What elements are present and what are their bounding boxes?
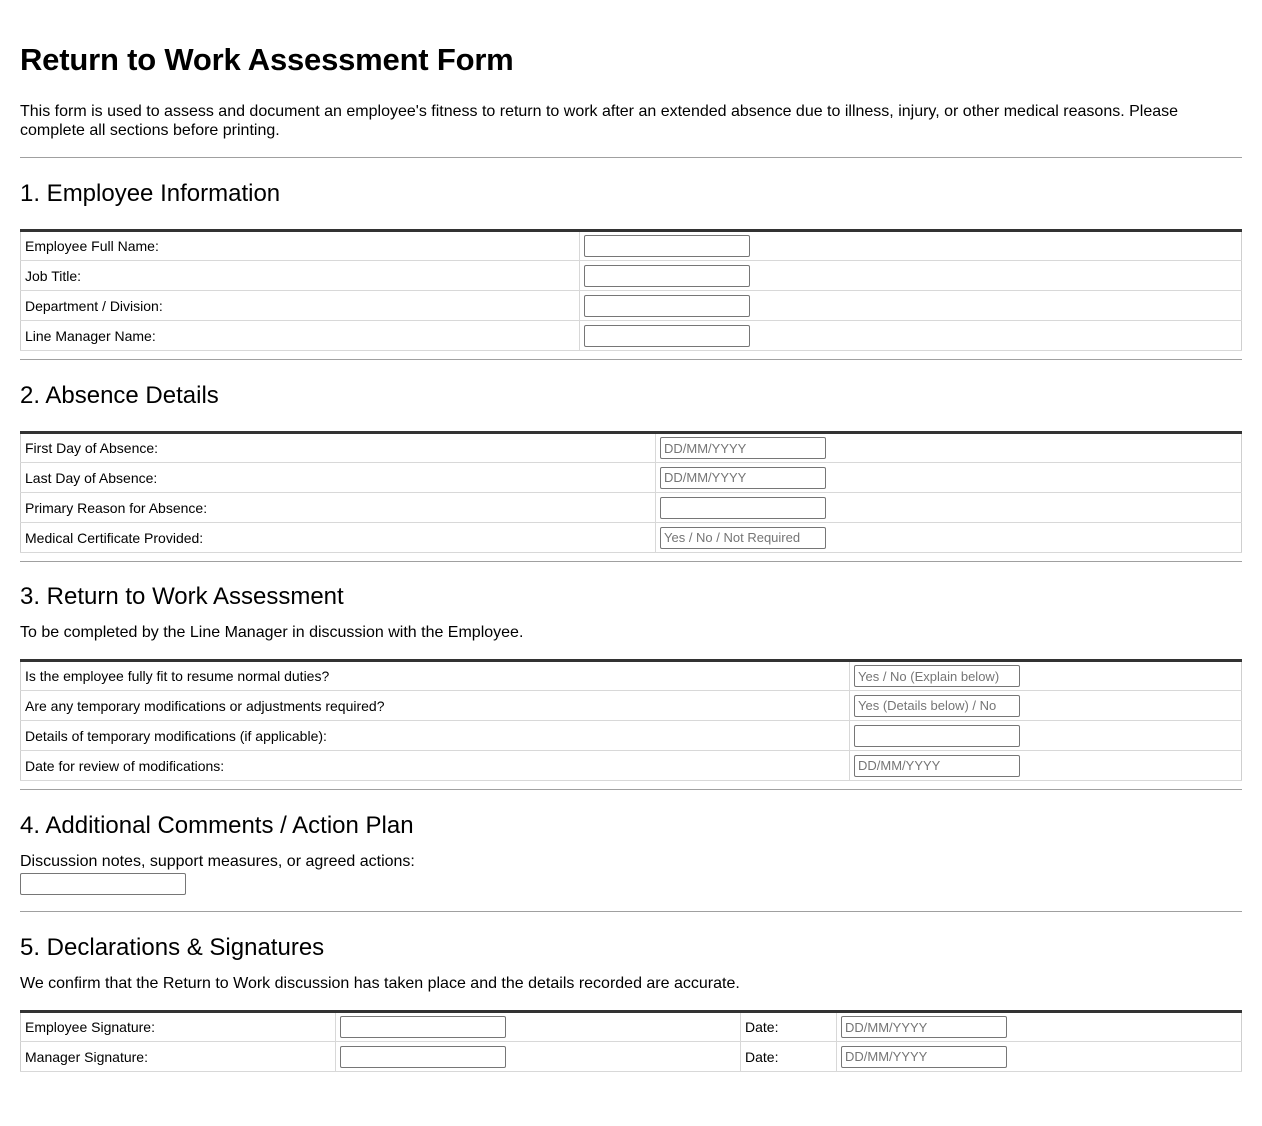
table-row [21, 661, 1242, 691]
comments-input[interactable] [20, 873, 186, 895]
first-day-absence-input[interactable] [660, 437, 826, 459]
comments-label: Discussion notes, support measures, or agreed actions: [20, 853, 415, 870]
assessment-note: To be completed by the Line Manager in discussion with the Employee. [20, 624, 524, 641]
field-label: Is the employee fully fit to resume normal duties? [21, 661, 850, 691]
modifications-required-input[interactable] [854, 695, 1020, 717]
assessment-table [20, 659, 1242, 781]
last-day-absence-input[interactable] [660, 467, 826, 489]
table-row [21, 493, 1242, 523]
section-divider [20, 789, 1242, 790]
job-title-input[interactable] [584, 265, 750, 287]
manager-signature-input[interactable] [340, 1046, 506, 1068]
table-row [21, 721, 1242, 751]
section-divider [20, 157, 1242, 158]
section-heading-comments: 4. Additional Comments / Action Plan [20, 812, 414, 839]
field-label: Are any temporary modifications or adjustments required? [21, 691, 850, 721]
table-row [21, 231, 1242, 261]
line-manager-input[interactable] [584, 325, 750, 347]
field-label: Details of temporary modifications (if applicable): [21, 721, 850, 751]
field-label: First Day of Absence: [21, 433, 656, 463]
declarations-note: We confirm that the Return to Work discussion has taken place and the details recorded are accurate. [20, 975, 740, 992]
review-date-input[interactable] [854, 755, 1020, 777]
employee-signature-input[interactable] [340, 1016, 506, 1038]
table-row [21, 433, 1242, 463]
absence-details-table [20, 431, 1242, 553]
field-label: Manager Signature: [21, 1042, 336, 1072]
employee-date-input[interactable] [841, 1016, 1007, 1038]
section-heading-employee: 1. Employee Information [20, 180, 281, 207]
section-divider [20, 911, 1242, 912]
employee-full-name-input[interactable] [584, 235, 750, 257]
section-heading-declarations: 5. Declarations & Signatures [20, 934, 325, 961]
table-row [21, 1042, 1242, 1072]
field-label: Employee Full Name: [21, 231, 580, 261]
field-label: Medical Certificate Provided: [21, 523, 656, 553]
department-input[interactable] [584, 295, 750, 317]
manager-date-input[interactable] [841, 1046, 1007, 1068]
absence-reason-input[interactable] [660, 497, 826, 519]
page-title: Return to Work Assessment Form [20, 42, 514, 77]
field-label: Job Title: [21, 261, 580, 291]
table-row [21, 523, 1242, 553]
fully-fit-input[interactable] [854, 665, 1020, 687]
employee-info-table [20, 229, 1242, 351]
section-divider [20, 359, 1242, 360]
table-row [21, 751, 1242, 781]
table-row [21, 321, 1242, 351]
section-divider [20, 561, 1242, 562]
table-row [21, 291, 1242, 321]
medical-certificate-input[interactable] [660, 527, 826, 549]
field-label: Date for review of modifications: [21, 751, 850, 781]
field-label: Employee Signature: [21, 1012, 336, 1042]
modification-details-input[interactable] [854, 725, 1020, 747]
table-row [21, 261, 1242, 291]
table-row [21, 691, 1242, 721]
section-heading-assessment: 3. Return to Work Assessment [20, 583, 344, 610]
signatures-table [20, 1010, 1242, 1072]
table-row [21, 463, 1242, 493]
date-label: Date: [741, 1042, 837, 1072]
table-row [21, 1012, 1242, 1042]
field-label: Primary Reason for Absence: [21, 493, 656, 523]
intro-text: This form is used to assess and document an employee's fitness to return to work after an extended absence due to illness, injury, or other medical reasons. Please complete all sections before printing. [20, 103, 1179, 139]
section-heading-absence: 2. Absence Details [20, 382, 219, 409]
field-label: Last Day of Absence: [21, 463, 656, 493]
field-label: Department / Division: [21, 291, 580, 321]
field-label: Line Manager Name: [21, 321, 580, 351]
date-label: Date: [741, 1012, 837, 1042]
